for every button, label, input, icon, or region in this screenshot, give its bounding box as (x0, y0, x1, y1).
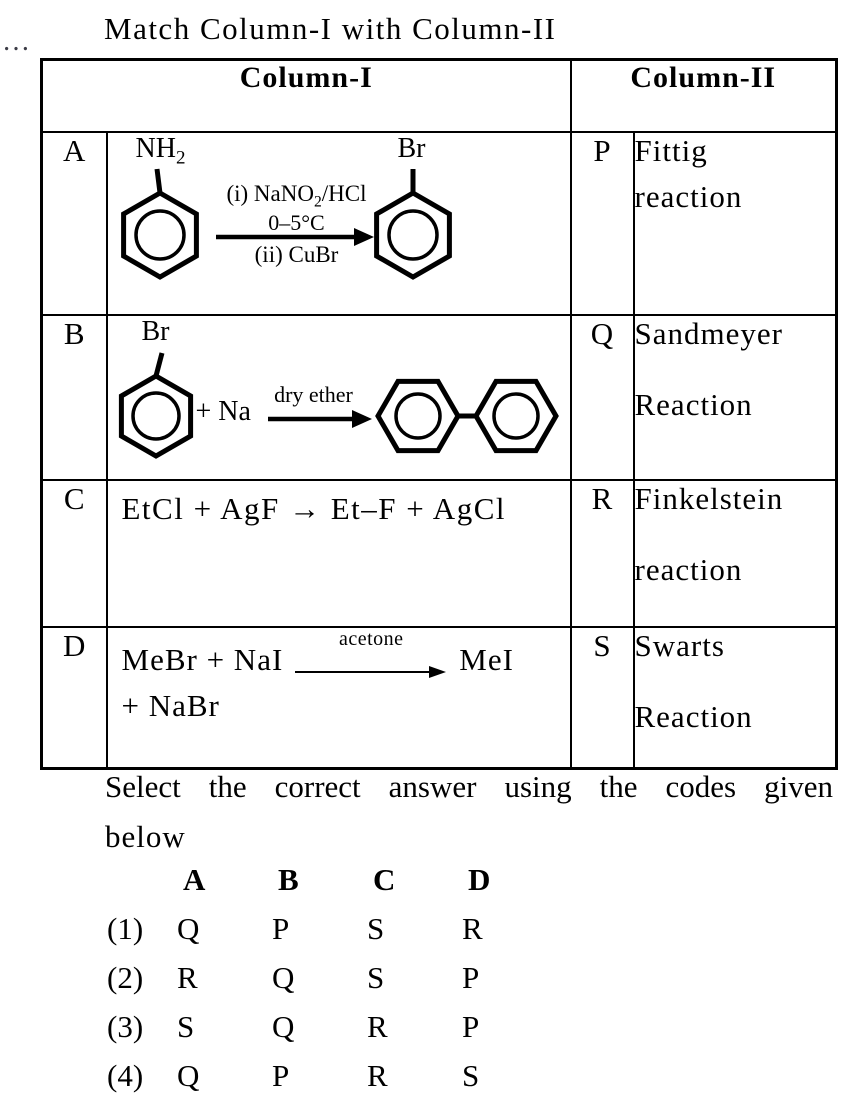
option-4-label: (4) (107, 1058, 144, 1093)
row-a-code: P (571, 132, 634, 315)
solvent-label: acetone (338, 628, 404, 650)
match-row-c (42, 480, 837, 627)
row-c-code: R (571, 480, 634, 627)
row-d-code: S (571, 627, 634, 769)
bromo-group-label: Br (397, 133, 426, 164)
equation-line2: + NaBr (121, 688, 220, 723)
amine-subscript: 2 (175, 147, 186, 169)
option-4-value-b: P (272, 1058, 290, 1093)
reaction-name-line1: Finkelstein (634, 481, 784, 516)
option-3-value-a: S (177, 1009, 195, 1044)
answer-prompt-line1: Select the correct answer using the codes given (105, 769, 833, 804)
plus-sodium-label: + Na (195, 396, 251, 427)
option-4-value-c: R (367, 1058, 388, 1093)
reagent-step1-rest: /HCl (321, 181, 367, 206)
option-2-value-d: P (462, 960, 480, 995)
amine-main: NH (135, 133, 176, 164)
biphenyl-structure (378, 381, 556, 450)
reagent-step1-label (208, 181, 386, 212)
header-row (42, 60, 837, 133)
bromobenzene-benzene-ring (376, 169, 449, 277)
row-d-equation (108, 628, 570, 724)
row-b-reaction-name (634, 315, 837, 480)
option-3-value-b: Q (272, 1009, 295, 1044)
reaction-arrow (295, 628, 447, 668)
row-b-code: Q (571, 315, 634, 480)
row-a-label: A (42, 132, 107, 315)
match-row-d (42, 627, 837, 769)
bromo-group-label: Br (141, 316, 170, 347)
option-2-value-b: Q (272, 960, 295, 995)
codes-header-spacer (105, 862, 177, 898)
column2-header: Column-II (571, 60, 837, 133)
row-a-reaction-name (634, 132, 837, 315)
row-b-reaction-diagram (108, 316, 570, 479)
option-1-value-b: P (272, 911, 290, 946)
temperature-label: 0–5°C (268, 210, 325, 235)
equation-product: MeI (459, 642, 514, 677)
row-c-reaction-name (634, 480, 837, 627)
aniline-benzene-ring (123, 169, 196, 277)
row-d-label: D (42, 627, 107, 769)
reaction-name-line1: Swarts (634, 628, 725, 663)
equation-left: MeBr + NaI (121, 642, 284, 677)
answer-codes-grid (105, 862, 557, 1094)
option-1-value-d: R (462, 911, 483, 946)
option-3-value-d: P (462, 1009, 480, 1044)
row-c-equation: EtCl + AgF → Et–F + AgCl (121, 491, 506, 526)
row-c-label: C (42, 480, 107, 627)
question-title: Match Column-I with Column-II (104, 11, 557, 46)
option-1-value-c: S (367, 911, 385, 946)
answer-prompt-line2: below (105, 819, 186, 854)
codes-header-c: C (373, 862, 396, 897)
option-4-value-a: Q (177, 1058, 200, 1093)
option-3-value-c: R (367, 1009, 388, 1044)
reagent-step2-label: (ii) CuBr (254, 242, 339, 267)
match-row-b (42, 315, 837, 480)
row-b-label: B (42, 315, 107, 480)
option-1-label: (1) (107, 911, 144, 946)
amine-group-label (136, 133, 186, 170)
codes-header-d: D (468, 862, 491, 897)
reaction-name-line2: Reaction (634, 386, 753, 422)
reaction-name-line1: Fittig (634, 133, 708, 168)
bromobenzene-ring (121, 353, 190, 456)
reagent-step1-main: (i) NaNO (226, 181, 314, 206)
reaction-name-line1: Sandmeyer (634, 316, 783, 351)
option-2-value-a: R (177, 960, 198, 995)
option-1-value-a: Q (177, 911, 200, 946)
reaction-name-line2: reaction (634, 551, 743, 587)
reaction-name-line2: Reaction (634, 698, 753, 734)
reaction-name-line2: reaction (634, 178, 743, 214)
arrow-graphic (295, 664, 447, 680)
row-d-reaction-name (634, 627, 837, 769)
reaction-arrow (268, 410, 372, 428)
reagent-step1-subscript: 2 (313, 193, 322, 211)
match-row-a (42, 132, 837, 315)
option-4-value-d: S (462, 1058, 480, 1093)
solvent-label: dry ether (274, 382, 353, 407)
match-table (40, 58, 838, 770)
option-2-label: (2) (107, 960, 144, 995)
codes-header-b: B (278, 862, 299, 897)
option-2-value-c: S (367, 960, 385, 995)
codes-header-a: A (183, 862, 206, 897)
option-3-label: (3) (107, 1009, 144, 1044)
cropped-question-number: … (2, 26, 34, 57)
row-a-reaction-diagram (108, 133, 570, 314)
column1-header: Column-I (42, 60, 571, 133)
